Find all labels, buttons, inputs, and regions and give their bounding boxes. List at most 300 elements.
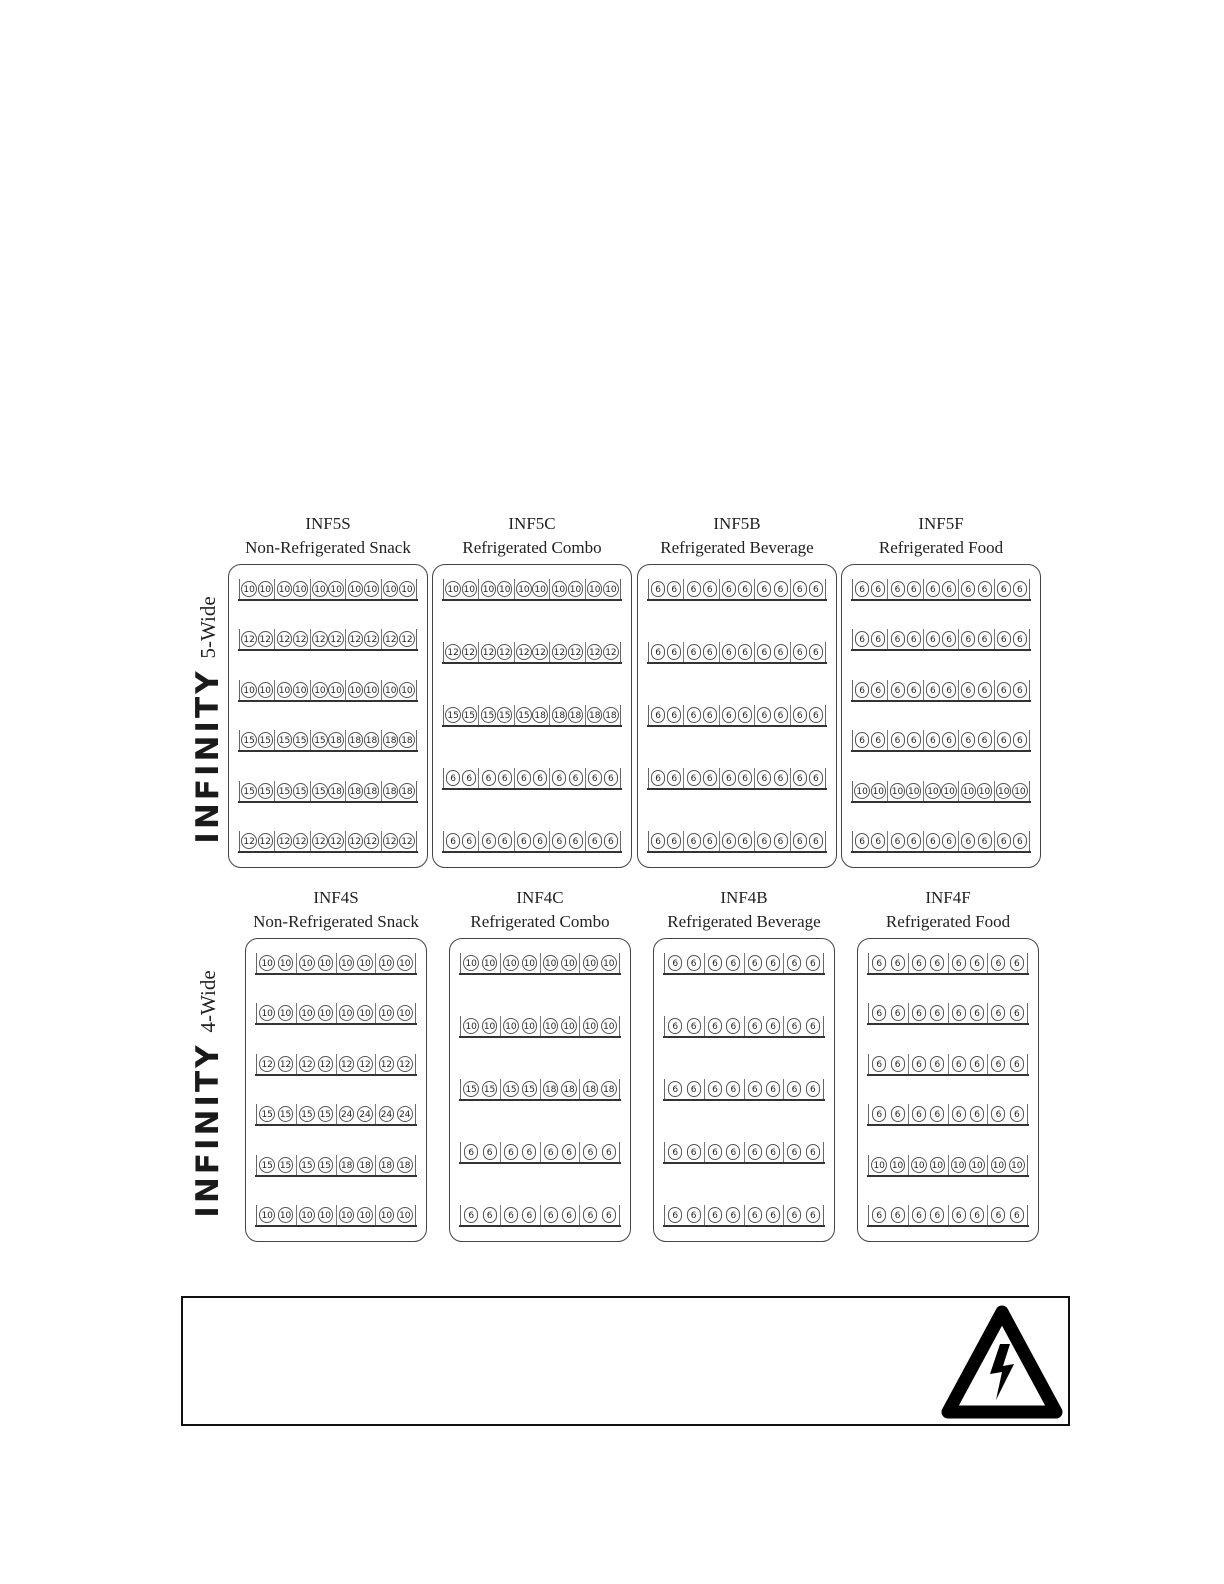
coil-count: 10 [339,1005,354,1021]
shelf [664,953,824,975]
coil-count: 6 [703,581,717,597]
coil-count: 12 [364,833,379,849]
coil-count: 6 [708,1081,722,1097]
coil-count: 6 [1013,631,1027,647]
coil-pair [275,629,310,649]
shelf-track [852,680,1030,700]
coil-count: 6 [926,833,940,849]
shelf-base [663,1036,825,1038]
shelf-track [460,1205,620,1225]
coil-pair [755,642,790,662]
coil-count: 6 [891,732,905,748]
coil-pair [444,642,479,662]
coil-count: 6 [748,1081,762,1097]
shelf [239,680,417,702]
model-header [245,886,427,934]
coil-count: 10 [587,581,602,597]
coil-count: 6 [891,955,905,971]
coil-count: 6 [793,833,807,849]
coil-count: 6 [748,1207,762,1223]
coil-count: 6 [793,581,807,597]
coil-count: 6 [722,833,736,849]
coil-count: 18 [328,732,343,748]
cabinet-diagram [432,564,632,868]
coil-count: 12 [587,644,602,660]
shelf-base [647,851,827,853]
coil-count: 12 [328,833,343,849]
coil-count: 15 [503,1081,518,1097]
coil-count: 6 [687,707,701,723]
coil-count: 15 [299,1106,314,1122]
coil-pair [479,705,514,725]
coil-count: 15 [522,1081,537,1097]
coil-count: 6 [569,770,583,786]
coil-pair [888,629,923,649]
coil-count: 6 [498,833,512,849]
coil-count: 6 [806,1207,820,1223]
coil-pair [337,1003,377,1023]
coil-count: 10 [930,1157,945,1173]
coil-count: 6 [748,1144,762,1160]
shelf-track [239,579,417,599]
coil-count: 18 [552,707,567,723]
coil-count: 6 [687,1144,701,1160]
coil-count: 6 [703,707,717,723]
shelf [460,1142,620,1164]
coil-pair [479,579,514,599]
coil-pair [959,730,994,750]
coil-count: 6 [997,833,1011,849]
coil-count: 6 [722,644,736,660]
coil-count: 10 [299,1005,314,1021]
coil-count: 6 [855,732,869,748]
coil-pair [745,1142,785,1162]
coil-count: 6 [562,1207,576,1223]
coil-count: 6 [961,682,975,698]
coil-count: 10 [299,955,314,971]
coil-count: 6 [912,1056,926,1072]
brand-logo: INFINITY [190,668,226,844]
coil-count: 10 [522,955,537,971]
coil-count: 10 [364,682,379,698]
coil-count: 6 [809,581,823,597]
coil-count: 6 [891,581,905,597]
shelf-base [238,649,418,651]
coil-pair [275,781,310,801]
shelf-base [867,1074,1029,1076]
coil-count: 10 [911,1157,926,1173]
coil-count: 6 [1013,833,1027,849]
shelf-track [460,953,620,973]
shelf-base [867,973,1029,975]
coil-pair [720,831,755,851]
coil-pair [240,781,275,801]
coil-count: 6 [891,631,905,647]
coil-count: 6 [907,631,921,647]
coil-count: 6 [871,581,885,597]
coil-count: 6 [912,1005,926,1021]
cabinet-diagram [841,564,1041,868]
coil-count: 6 [855,581,869,597]
shelf-track [868,1205,1028,1225]
coil-count: 6 [483,1144,497,1160]
coil-pair [791,579,825,599]
coil-count: 6 [1010,955,1024,971]
shelf-track [648,705,826,725]
model-inf5c [432,512,632,868]
coil-count: 6 [687,833,701,849]
shelf [868,1205,1028,1227]
coil-count: 10 [463,955,478,971]
coil-count: 6 [766,1207,780,1223]
coil-count: 10 [293,581,308,597]
coil-pair [479,642,514,662]
coil-pair [720,642,755,662]
coil-count: 18 [399,783,414,799]
coil-count: 6 [961,833,975,849]
coil-count: 6 [806,955,820,971]
coil-pair [376,1155,415,1175]
coil-count: 6 [809,833,823,849]
coil-pair [853,730,888,750]
coil-pair [337,1205,377,1225]
shelf-track [256,1205,416,1225]
coil-count: 18 [364,732,379,748]
electrical-hazard-icon [940,1304,1064,1422]
coil-count: 6 [855,631,869,647]
coil-count: 24 [379,1106,394,1122]
coil-count: 6 [787,1018,801,1034]
coil-pair [705,1205,745,1225]
shelf [443,579,621,601]
coil-pair [550,642,585,662]
shelf-base [647,599,827,601]
coil-count: 6 [687,1207,701,1223]
coil-count: 10 [312,581,327,597]
coil-pair [257,1054,297,1074]
coil-pair [988,953,1027,973]
coil-count: 6 [668,1018,682,1034]
coil-pair [665,1205,705,1225]
coil-count: 15 [318,1106,333,1122]
coil-count: 6 [855,682,869,698]
coil-count: 10 [890,783,905,799]
coil-pair [275,831,310,851]
coil-pair [745,953,785,973]
coil-count: 12 [278,1056,293,1072]
coil-count: 12 [552,644,567,660]
coil-pair [240,730,275,750]
shelf-base [255,1023,417,1025]
coil-count: 15 [293,783,308,799]
coil-count: 12 [293,631,308,647]
coil-count: 10 [871,1157,886,1173]
coil-count: 10 [961,783,976,799]
coil-count: 6 [926,682,940,698]
shelf-base [647,662,827,664]
coil-pair [949,1104,989,1124]
coil-pair [888,680,923,700]
coil-pair [949,953,989,973]
coil-count: 6 [991,955,1005,971]
coil-count: 6 [738,770,752,786]
shelf-track [443,768,621,788]
coil-pair [501,1142,541,1162]
shelf-track [443,642,621,662]
shelf-track [664,1205,824,1225]
shelf-track [239,831,417,851]
coil-pair [720,768,755,788]
coil-count: 6 [708,1207,722,1223]
coil-count: 12 [357,1056,372,1072]
shelf-track [443,705,621,725]
coil-count: 10 [299,1207,314,1223]
coil-count: 6 [926,581,940,597]
coil-count: 18 [357,1157,372,1173]
model-inf4c [449,886,631,1242]
coil-count: 6 [1013,682,1027,698]
shelf-track [868,1155,1028,1175]
coil-pair [959,680,994,700]
coil-count: 6 [757,707,771,723]
coil-count: 6 [726,955,740,971]
coil-pair [580,1016,619,1036]
coil-count: 6 [703,770,717,786]
coil-pair [444,768,479,788]
coil-count: 6 [498,770,512,786]
coil-count: 6 [806,1081,820,1097]
model-header [432,512,632,560]
model-header [857,886,1039,934]
coil-count: 12 [348,631,363,647]
coil-count: 18 [583,1081,598,1097]
coil-count: 10 [258,682,273,698]
coil-count: 10 [583,955,598,971]
coil-count: 6 [991,1005,1005,1021]
coil-count: 6 [961,631,975,647]
coil-count: 18 [399,732,414,748]
coil-count: 10 [996,783,1011,799]
shelf [256,1205,416,1227]
coil-count: 6 [766,955,780,971]
coil-count: 6 [667,644,681,660]
shelf [256,1003,416,1025]
coil-count: 10 [462,581,477,597]
coil-count: 6 [651,770,665,786]
coil-count: 6 [930,1005,944,1021]
coil-count: 6 [926,631,940,647]
coil-pair [501,1205,541,1225]
coil-pair [791,705,825,725]
model-code: INF5F [918,514,964,533]
coil-pair [240,629,275,649]
coil-pair [988,1003,1027,1023]
coil-count: 15 [259,1157,274,1173]
coil-pair [479,831,514,851]
coil-count: 10 [890,1157,905,1173]
coil-count: 10 [383,581,398,597]
coil-count: 10 [318,955,333,971]
coil-pair [515,642,550,662]
coil-count: 10 [259,1005,274,1021]
shelf-track [239,781,417,801]
coil-count: 18 [587,707,602,723]
coil-pair [745,1016,785,1036]
coil-count: 12 [399,631,414,647]
coil-count: 6 [774,644,788,660]
coil-pair [346,730,381,750]
coil-count: 10 [503,955,518,971]
coil-pair [888,579,923,599]
coil-count: 6 [687,955,701,971]
coil-count: 6 [738,581,752,597]
coil-count: 6 [1010,1005,1024,1021]
coil-count: 6 [757,770,771,786]
coil-count: 6 [806,1018,820,1034]
coil-pair [869,1205,909,1225]
coil-pair [382,629,416,649]
coil-pair [461,1016,501,1036]
coil-count: 10 [991,1157,1006,1173]
coil-count: 6 [1010,1207,1024,1223]
coil-pair [869,1054,909,1074]
coil-count: 15 [445,707,460,723]
coil-count: 6 [738,644,752,660]
coil-count: 6 [602,1207,616,1223]
coil-count: 6 [462,833,476,849]
coil-count: 6 [583,1207,597,1223]
coil-count: 10 [568,581,583,597]
coil-count: 6 [651,833,665,849]
coil-count: 6 [569,833,583,849]
coil-pair [346,629,381,649]
coil-count: 10 [552,581,567,597]
coil-pair [949,1054,989,1074]
coil-pair [888,781,923,801]
coil-count: 6 [774,707,788,723]
shelf-base [459,1036,621,1038]
shelf-base [238,801,418,803]
coil-count: 18 [532,707,547,723]
shelf-base [851,801,1031,803]
coil-count: 18 [568,707,583,723]
coil-pair [720,579,755,599]
coil-pair [346,579,381,599]
coil-count: 6 [446,770,460,786]
coil-count: 6 [891,833,905,849]
model-code: INF4F [925,888,971,907]
coil-count: 6 [1010,1106,1024,1122]
coil-count: 18 [328,783,343,799]
coil-count: 10 [397,1207,412,1223]
coil-pair [586,579,620,599]
shelf [868,1155,1028,1177]
coil-count: 6 [687,1018,701,1034]
coil-count: 10 [278,1005,293,1021]
coil-count: 10 [293,682,308,698]
coil-pair [755,831,790,851]
coil-count: 10 [348,581,363,597]
shelf-base [255,1225,417,1227]
shelf [664,1142,824,1164]
coil-count: 6 [806,1144,820,1160]
brand-logo: INFINITY [190,1042,226,1218]
shelf [648,579,826,601]
coil-count: 18 [543,1081,558,1097]
coil-pair [311,629,346,649]
coil-count: 18 [561,1081,576,1097]
coil-pair [297,1205,337,1225]
coil-pair [550,579,585,599]
coil-pair [297,1003,337,1023]
coil-count: 10 [241,581,256,597]
coil-count: 10 [397,955,412,971]
coil-count: 6 [809,770,823,786]
coil-count: 10 [561,1018,576,1034]
shelf-track [648,579,826,599]
coil-count: 15 [312,783,327,799]
shelf [648,831,826,853]
model-code: INF4B [720,888,768,907]
coil-count: 6 [722,707,736,723]
shelf [443,642,621,664]
coil-count: 15 [241,783,256,799]
model-header [637,512,837,560]
coil-count: 6 [787,1144,801,1160]
coil-count: 6 [961,581,975,597]
shelf-track [868,1104,1028,1124]
shelf-track [648,642,826,662]
coil-pair [684,768,719,788]
shelf-base [459,1225,621,1227]
coil-count: 6 [871,631,885,647]
coil-count: 15 [516,707,531,723]
model-code: INF5S [305,514,351,533]
coil-pair [257,1104,297,1124]
coil-count: 15 [278,1106,293,1122]
coil-pair [444,579,479,599]
coil-pair [515,831,550,851]
coil-count: 6 [757,581,771,597]
coil-count: 24 [397,1106,412,1122]
coil-count: 10 [259,955,274,971]
shelf-base [442,725,622,727]
coil-pair [988,1054,1027,1074]
shelf [664,1016,824,1038]
coil-pair [461,1205,501,1225]
coil-count: 10 [318,1207,333,1223]
coil-count: 10 [482,955,497,971]
coil-count: 10 [399,581,414,597]
coil-pair [684,642,719,662]
coil-count: 10 [543,1018,558,1034]
coil-count: 6 [604,770,618,786]
model-name: Refrigerated Beverage [667,912,821,931]
coil-pair [959,579,994,599]
model-name: Non-Refrigerated Snack [245,538,411,557]
coil-count: 6 [774,581,788,597]
model-code: INF4S [313,888,359,907]
coil-pair [311,680,346,700]
coil-count: 10 [379,955,394,971]
shelf-base [255,1175,417,1177]
coil-count: 6 [871,833,885,849]
coil-count: 6 [907,581,921,597]
coil-count: 10 [463,1018,478,1034]
coil-pair [909,1054,949,1074]
coil-pair [853,629,888,649]
shelf-base [442,788,622,790]
